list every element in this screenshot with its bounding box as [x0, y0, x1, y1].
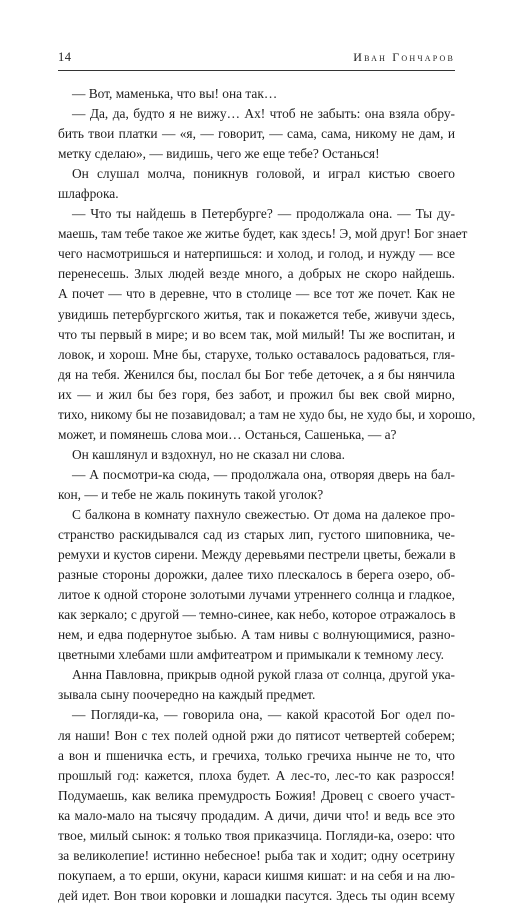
text-line: Он кашлянул и вздохнул, но не сказал ни слова.	[72, 446, 345, 462]
running-head-author: Иван Гончаров	[353, 50, 455, 64]
text-line: дей идет. Вон твои коровки и лошадки пасутся. Здесь ты один всему	[58, 887, 455, 903]
text-line: что ты первый в мире; и во всем так, мой милый! Ты же воспитан, и	[58, 326, 455, 342]
body-text	[58, 84, 476, 906]
text-line: Подумаешь, как велика премудрость Божия! Дровец с своего участ-	[58, 787, 455, 803]
text-line: маешь, там тебе такое же житье будет, как здесь! Э, мой друг! Бог знает	[58, 226, 468, 242]
text-line: С балкона в комнату пахнуло свежестью. От дома на далекое про-	[72, 506, 455, 522]
text-line: странство раскидывался сад из старых лип, густого шиповника, че-	[58, 527, 455, 543]
text-line: за великолепие! истинно небесное! рыба так и ходит; одну осетрину	[58, 847, 455, 863]
text-line: их — и жил бы без горя, без забот, и прожил бы век свой мирно,	[58, 386, 455, 402]
text-line: — Погляди-ка, — говорила она, — какой красотой Бог одел по-	[72, 707, 455, 723]
text-line: — Вот, маменька, что вы! она так…	[72, 86, 278, 101]
text-line: прошлый год: кажется, плоха будет. А лес-то, лес-то как разросся!	[58, 767, 455, 783]
text-line: дя на тебя. Женился бы, послал бы Бог тебе деточек, а я бы нянчила	[58, 366, 455, 382]
text-line: чего насмотришься и натерпишься: и холод, и голод, и нужду — все	[58, 246, 455, 262]
text-line: метку сделаю», — видишь, чего же еще тебе? Останься!	[58, 146, 380, 162]
text-line: — Да, да, будто я не вижу… Ах! чтоб не забыть: она взяла обру-	[72, 106, 455, 122]
text-line: — Что ты найдешь в Петербурге? — продолжала она. — Ты ду-	[72, 206, 455, 222]
text-line: разные стороны дорожки, далее тихо плескалось в берега озеро, об-	[58, 567, 455, 583]
text-line: тихо, никому бы не позавидовал; а там не худо бы, не худо бы, и хорошо,	[58, 406, 476, 422]
text-line: кон, — и тебе не жаль покинуть такой уголок?	[58, 486, 324, 502]
running-header	[58, 50, 455, 72]
text-line: А почет — что в деревне, что в столице — все тот же почет. Как не	[58, 286, 455, 302]
text-line: — А посмотри-ка сюда, — продолжала она, отворяя дверь на бал-	[72, 466, 455, 482]
page-number: 14	[58, 50, 72, 64]
text-line: ка мало-мало на тысячу продадим. А дичи, дичи что! и ведь все это	[58, 807, 455, 823]
header-rule	[58, 70, 455, 71]
text-line: ля наши! Вон с тех полей одной ржи до пятисот четвертей соберем;	[58, 727, 455, 743]
text-line: может, и помянешь слова мои… Останься, Сашенька, — а?	[58, 426, 397, 442]
text-line: ремухи и кустов сирени. Между деревьями пестрели цветы, бежали в	[58, 547, 456, 563]
text-line: ловок, и хорош. Мне бы, старухе, только оставалось радоваться, гля-	[58, 346, 455, 362]
text-line: а вон и пшеничка есть, и гречиха, только гречиха нынче не то, что	[58, 747, 455, 763]
text-line: как зеркало; с другой — темно-синее, как небо, которое отражалось в	[58, 607, 456, 623]
text-line: литое к одной стороне золотыми лучами утреннего солнца и гладкое,	[58, 587, 455, 603]
text-line: нем, и едва подернутое зыбью. А там нивы с волнующимися, разно-	[58, 627, 455, 643]
text-line: цветными хлебами шли амфитеатром и примыкали к темному лесу.	[58, 647, 444, 663]
text-line: покупаем, а то ерши, окуни, караси кишмя кишат: и на себя и на лю-	[58, 867, 455, 883]
text-line: увидишь петербургского житья, так и покажется тебе, живучи здесь,	[58, 306, 455, 322]
text-line: перенесешь. Злых людей везде много, а добрых не скоро найдешь.	[58, 266, 455, 282]
text-line: шлафрока.	[58, 186, 119, 202]
text-line: Он слушал молча, поникнув головой, и играл кистью своего	[72, 166, 455, 182]
text-line: бить твои платки — «я, — говорит, — сама, сама, никому не дам, и	[58, 126, 455, 142]
text-line: Анна Павловна, прикрыв одной рукой глаза от солнца, другой ука-	[72, 667, 455, 683]
text-line: зывала сыну поочередно на каждый предмет.	[58, 687, 316, 703]
text-line: твое, милый сынок: я только твоя приказчица. Погляди-ка, озеро: что	[58, 827, 455, 843]
